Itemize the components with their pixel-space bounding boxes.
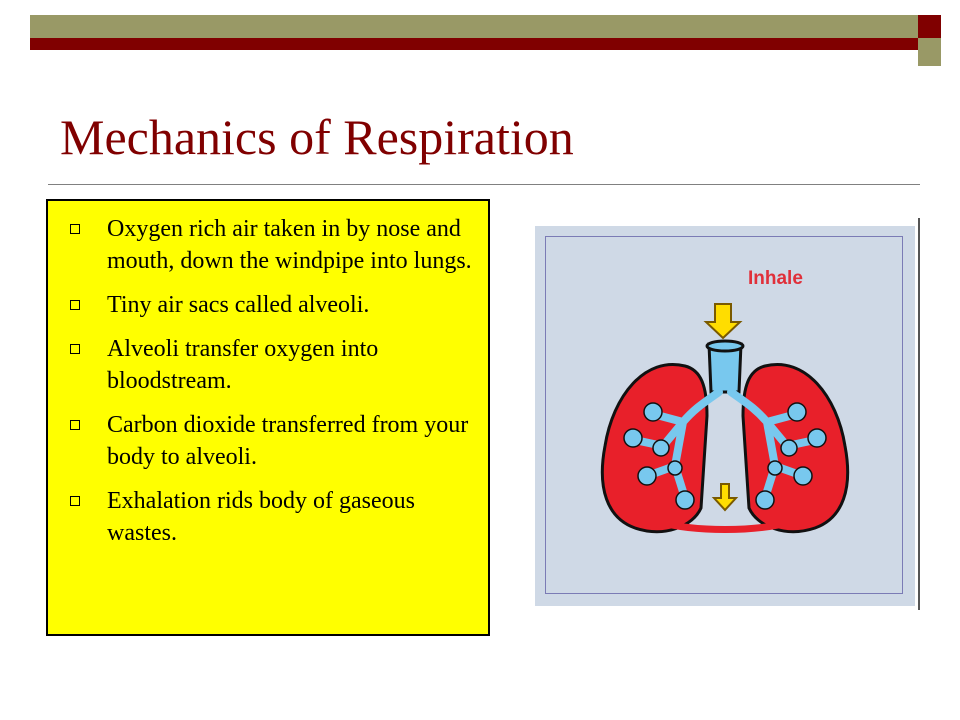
- bullet-item: [48, 289, 488, 321]
- down-arrow-icon: [714, 484, 736, 510]
- bullet-text: Exhalation rids body of gaseous wastes.: [107, 488, 415, 546]
- bullet-item: [48, 213, 488, 277]
- bullet-item: [48, 409, 488, 473]
- bullet-list: [48, 213, 488, 561]
- square-bullet-icon: [70, 496, 80, 506]
- bullet-text-box: [46, 199, 490, 636]
- header-olive-square: [918, 38, 941, 66]
- header-red-square: [918, 15, 941, 38]
- bullet-item: [48, 333, 488, 397]
- inhale-label: Inhale: [748, 268, 803, 289]
- header-olive-bar: [30, 15, 918, 38]
- square-bullet-icon: [70, 300, 80, 310]
- title-divider: [48, 184, 920, 185]
- trachea-opening: [707, 341, 743, 351]
- down-arrow-icon: [706, 304, 740, 338]
- bullet-text: Oxygen rich air taken in by nose and mouth, down the windpipe into lungs.: [107, 216, 472, 274]
- square-bullet-icon: [70, 344, 80, 354]
- image-edge-line: [918, 218, 920, 610]
- decorative-header-bar: [0, 0, 960, 70]
- header-red-bar: [30, 38, 918, 50]
- bullet-item: [48, 485, 488, 549]
- bullet-text: Carbon dioxide transferred from your body to alveoli.: [107, 412, 469, 470]
- diaphragm: [659, 522, 791, 530]
- bullet-text: Alveoli transfer oxygen into bloodstream.: [107, 336, 379, 394]
- square-bullet-icon: [70, 420, 80, 430]
- bullet-text: Tiny air sacs called alveoli.: [107, 292, 370, 318]
- square-bullet-icon: [70, 224, 80, 234]
- lungs-diagram: [535, 226, 915, 606]
- slide-title: Mechanics of Respiration: [60, 109, 574, 165]
